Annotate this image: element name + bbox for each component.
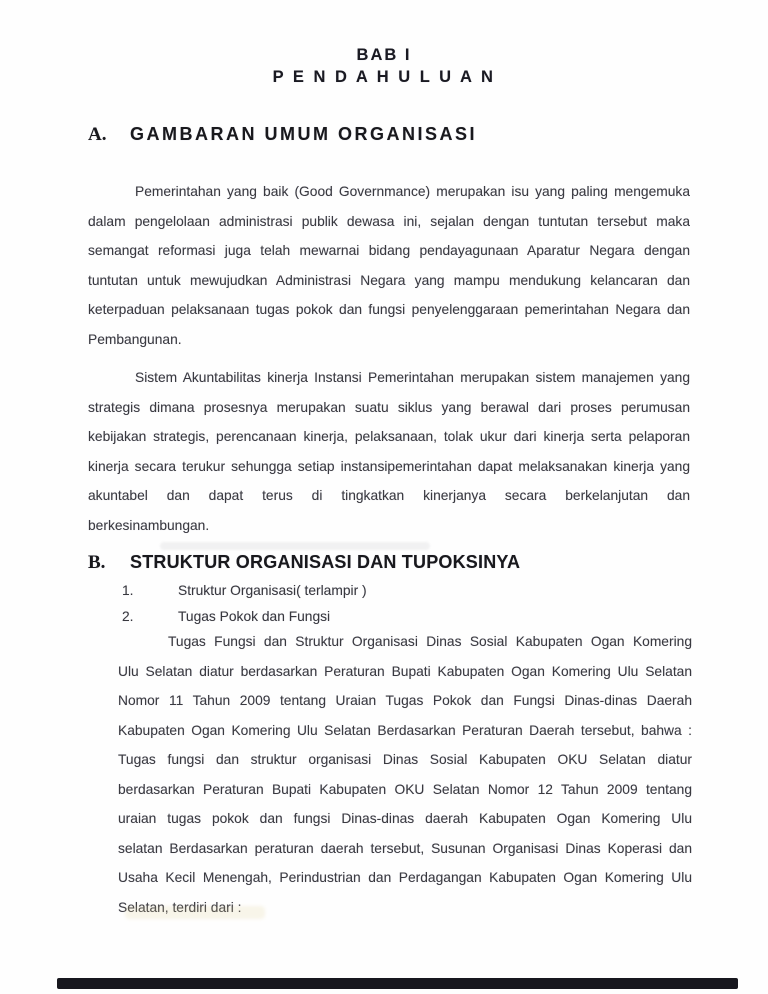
- section-b-title: STRUKTUR ORGANISASI DAN TUPOKSINYA: [130, 552, 521, 572]
- paragraph-line: keterpaduan pelaksanaan tugas pokok dan fungsi penyelenggaraan pemerintahan Negara dan: [88, 302, 690, 317]
- paragraph-line: selatan Berdasarkan peraturan daerah tersebut, Susunan Organisasi Dinas Koperasi dan: [118, 840, 692, 856]
- paragraph-line: Ulu Selatan diatur berdasarkan Peraturan Bupati Kabupaten Ogan Komering Ulu Selatan: [118, 663, 692, 679]
- section-a-heading: [88, 123, 692, 146]
- list-text: Tugas Pokok dan Fungsi: [178, 609, 331, 624]
- paragraph-line: Sistem Akuntabilitas kinerja Instansi Pemerintahan merupakan sistem manajemen yang: [135, 370, 690, 385]
- section-a-label: A.: [88, 124, 107, 145]
- section-b-heading: [88, 551, 692, 574]
- list-item-struktur-organisasi: [88, 581, 692, 601]
- paragraph-line: berkesinambungan.: [88, 517, 210, 533]
- list-item-tugas-pokok: [88, 607, 692, 627]
- paragraph-line: kebijakan strategis, perencanaan kinerja, pelaksanaan, tolak ukur dari kinerja serta pelaporan: [88, 429, 690, 444]
- paragraph-line: uraian tugas pokok dan fungsi Dinas-dinas daerah Kabupaten Ogan Komering Ulu: [118, 811, 692, 826]
- paragraph-good-governance: [88, 177, 690, 354]
- paragraph-line: Tugas Fungsi dan Struktur Organisasi Dinas Sosial Kabupaten Ogan Komering: [168, 634, 692, 649]
- section-a-title: GAMBARAN UMUM ORGANISASI: [130, 124, 477, 144]
- paragraph-line: Kabupaten Ogan Komering Ulu Selatan Berdasarkan Peraturan Daerah tersebut, bahwa :: [118, 722, 692, 738]
- paragraph-line: strategis dimana prosesnya merupakan suatu siklus yang berawal dari proses perumusan: [88, 399, 690, 415]
- paragraph-line: akuntabel dan dapat terus di tingkatkan kinerjanya secara berkelanjutan dan: [88, 488, 690, 503]
- paragraph-line: Usaha Kecil Menengah, Perindustrian dan Perdagangan Kabupaten Ogan Komering Ulu: [118, 870, 692, 885]
- scan-smudge: [125, 906, 265, 919]
- paragraph-line: Pembangunan.: [88, 331, 182, 347]
- list-text: Struktur Organisasi( terlampir ): [178, 583, 367, 598]
- paragraph-tugas-fungsi: [118, 627, 692, 922]
- scan-smudge: [160, 542, 430, 550]
- chapter-title: BAB I: [356, 46, 412, 64]
- paragraph-line: berdasarkan Peraturan Bupati Kabupaten OKU Selatan Nomor 12 Tahun 2009 tentang: [118, 781, 692, 797]
- paragraph-line: Selatan, terdiri dari :: [118, 899, 242, 915]
- section-b-label: B.: [88, 552, 106, 573]
- paragraph-sistem-akuntabilitas: [88, 363, 690, 540]
- paragraph-line: kinerja secara terukur sehungga setiap instansipemerintahan dapat melaksanakan kinerja yang: [88, 458, 690, 474]
- paragraph-line: Tugas fungsi dan struktur organisasi Dinas Sosial Kabupaten OKU Selatan diatur: [118, 752, 692, 767]
- paragraph-line: semangat reformasi juga telah mewarnai bidang pendayagunaan Aparatur Negara dengan: [88, 243, 690, 258]
- paragraph-line: Nomor 11 Tahun 2009 tentang Uraian Tugas Pokok dan Fungsi Dinas-dinas Daerah: [118, 693, 692, 708]
- paragraph-line: tuntutan untuk mewujudkan Administrasi Negara yang mampu mendukung kelancaran dan: [88, 272, 690, 288]
- list-number: 2.: [122, 609, 134, 624]
- paragraph-line: dalam pengelolaan administrasi publik dewasa ini, sejalan dengan tuntutan tersebut maka: [88, 213, 690, 229]
- list-number: 1.: [122, 583, 134, 598]
- chapter-subtitle: P E N D A H U L U A N: [272, 68, 496, 86]
- page-bottom-scan-bar: [57, 978, 738, 989]
- paragraph-line: Pemerintahan yang baik (Good Governmance) merupakan isu yang paling mengemuka: [135, 184, 690, 199]
